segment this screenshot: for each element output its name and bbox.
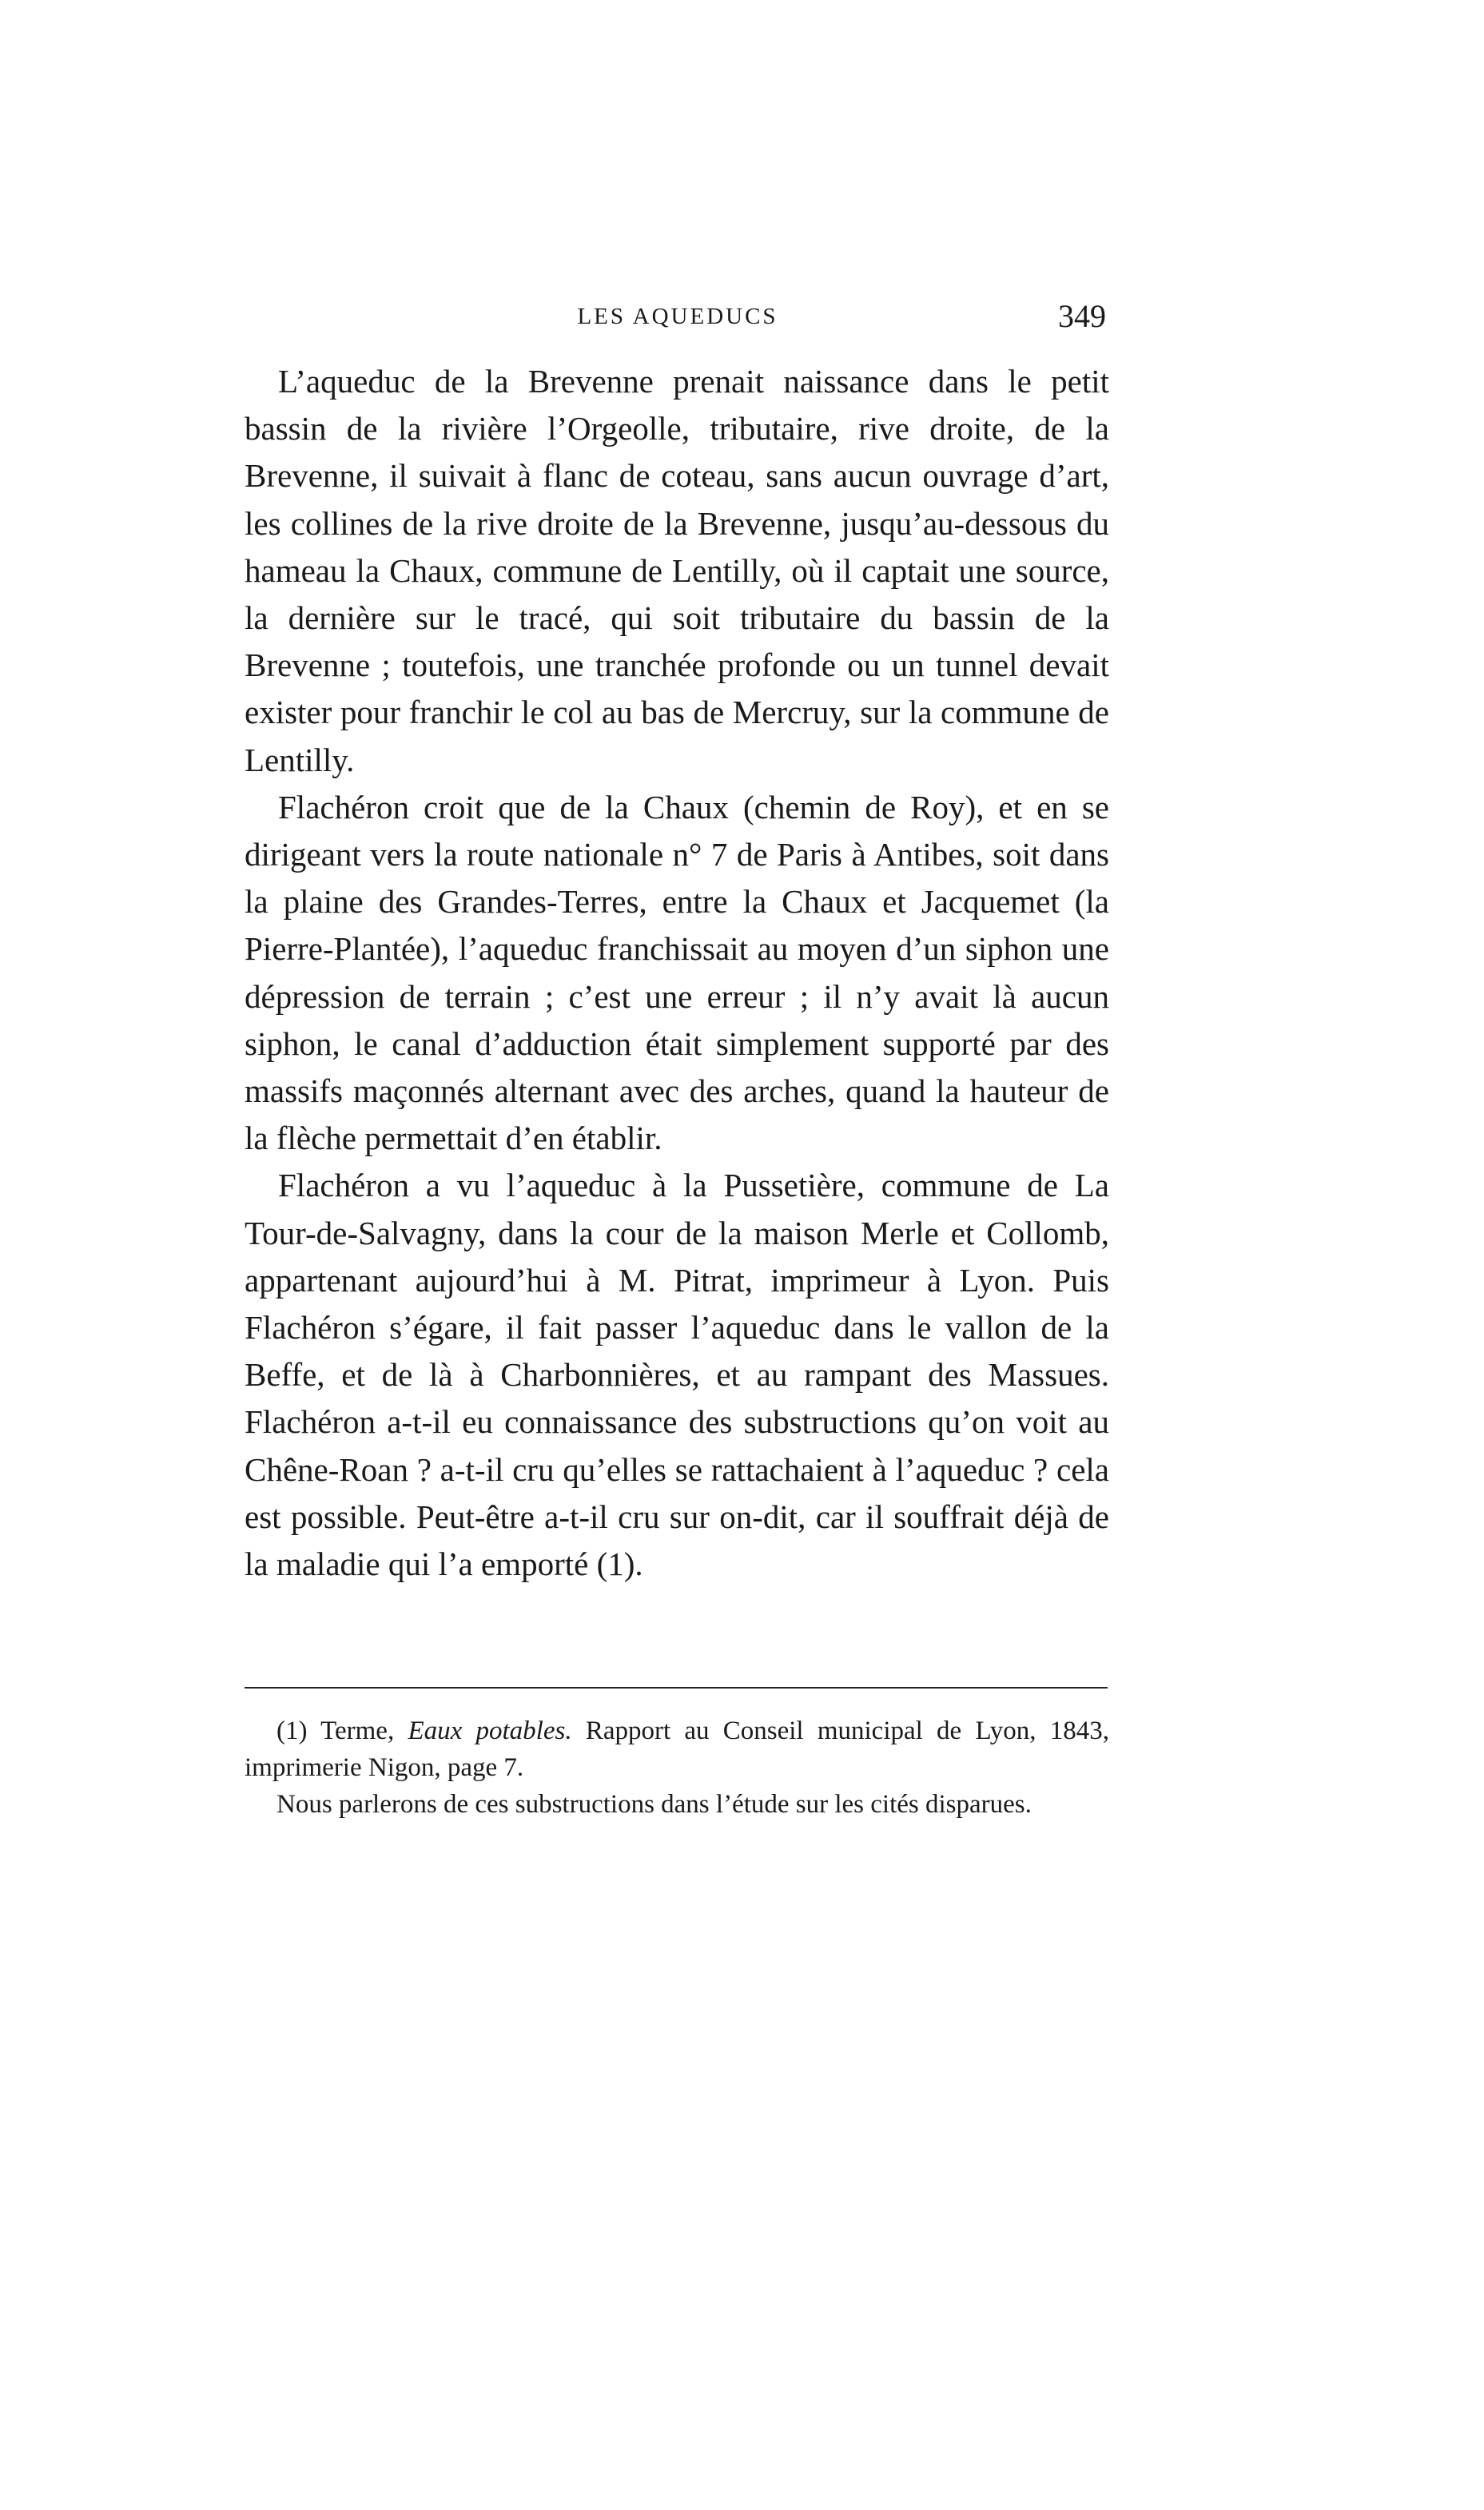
running-title: LES AQUEDUCS bbox=[577, 304, 778, 329]
footnote-author: Terme, bbox=[320, 1716, 395, 1745]
running-head bbox=[249, 297, 1106, 337]
body-text bbox=[245, 358, 1109, 1588]
footnote-reference: Rapport au Conseil municipal de Lyon, 1843, imprimerie Nigon, page 7. bbox=[245, 1716, 1110, 1782]
paragraph: Flachéron croit que de la Chaux (chemin de Roy), et en se dirigeant vers la route nationale n° 7 de Paris à Antibes, soit dans la plaine des Grandes-Terres, entre la Chaux et Jacquemet (la Pierre-Plantée), l’aqueduc franchissait au moyen d’un siphon une dépression de terrain ; c’est une erreur ; il n’y avait là aucun siphon, le canal d’adduction était simplement supporté par des massifs maçonnés alternant avec des arches, quand la hauteur de la flèche permettait d’en établir. bbox=[245, 788, 1109, 1157]
paragraph: Flachéron a vu l’aqueduc à la Pussetière, commune de La Tour-de-Salvagny, dans la cour de la maison Merle et Collomb, appartenant aujourd’hui à M. Pitrat, imprimeur à Lyon. Puis Flachéron s’égare, il fait passer l’aqueduc dans le vallon de la Beffe, et de là à Charbonnières, et au rampant des Massues. Flachéron a-t-il eu connaissance des substructions qu’on voit au Chêne-Roan ? a-t-il cru qu’elles se rattachaient à l’aqueduc ? cela est possible. Peut-être a-t-il cru sur on-dit, car il souffrait déjà de la maladie qui l’a emporté (1). bbox=[245, 1167, 1109, 1583]
footnote-continuation: Nous parlerons de ces substructions dans l’étude sur les cités disparues. bbox=[277, 1790, 1032, 1819]
footnotes bbox=[245, 1712, 1109, 1823]
footnote-work-title: Eaux potables. bbox=[408, 1716, 572, 1745]
footnote-separator bbox=[245, 1687, 1108, 1689]
footnote-marker: (1) bbox=[277, 1716, 308, 1745]
paragraph: L’aqueduc de la Brevenne prenait naissance dans le petit bassin de la rivière l’Orgeolle, tributaire, rive droite, de la Brevenne, il suivait à flanc de coteau, sans aucun ouvrage d’art, les collines de la rive droite de la Brevenne, jusqu’au-dessous du hameau la Chaux, commune de Lentilly, où il captait une source, la dernière sur le tracé, qui soit tributaire du bassin de la Brevenne ; toutefois, une tranchée profonde ou un tunnel devait exister pour franchir le col au bas de Mercruy, sur la commune de Lentilly. bbox=[245, 363, 1109, 778]
page-number: 349 bbox=[1058, 298, 1106, 334]
footnote bbox=[245, 1712, 1109, 1786]
